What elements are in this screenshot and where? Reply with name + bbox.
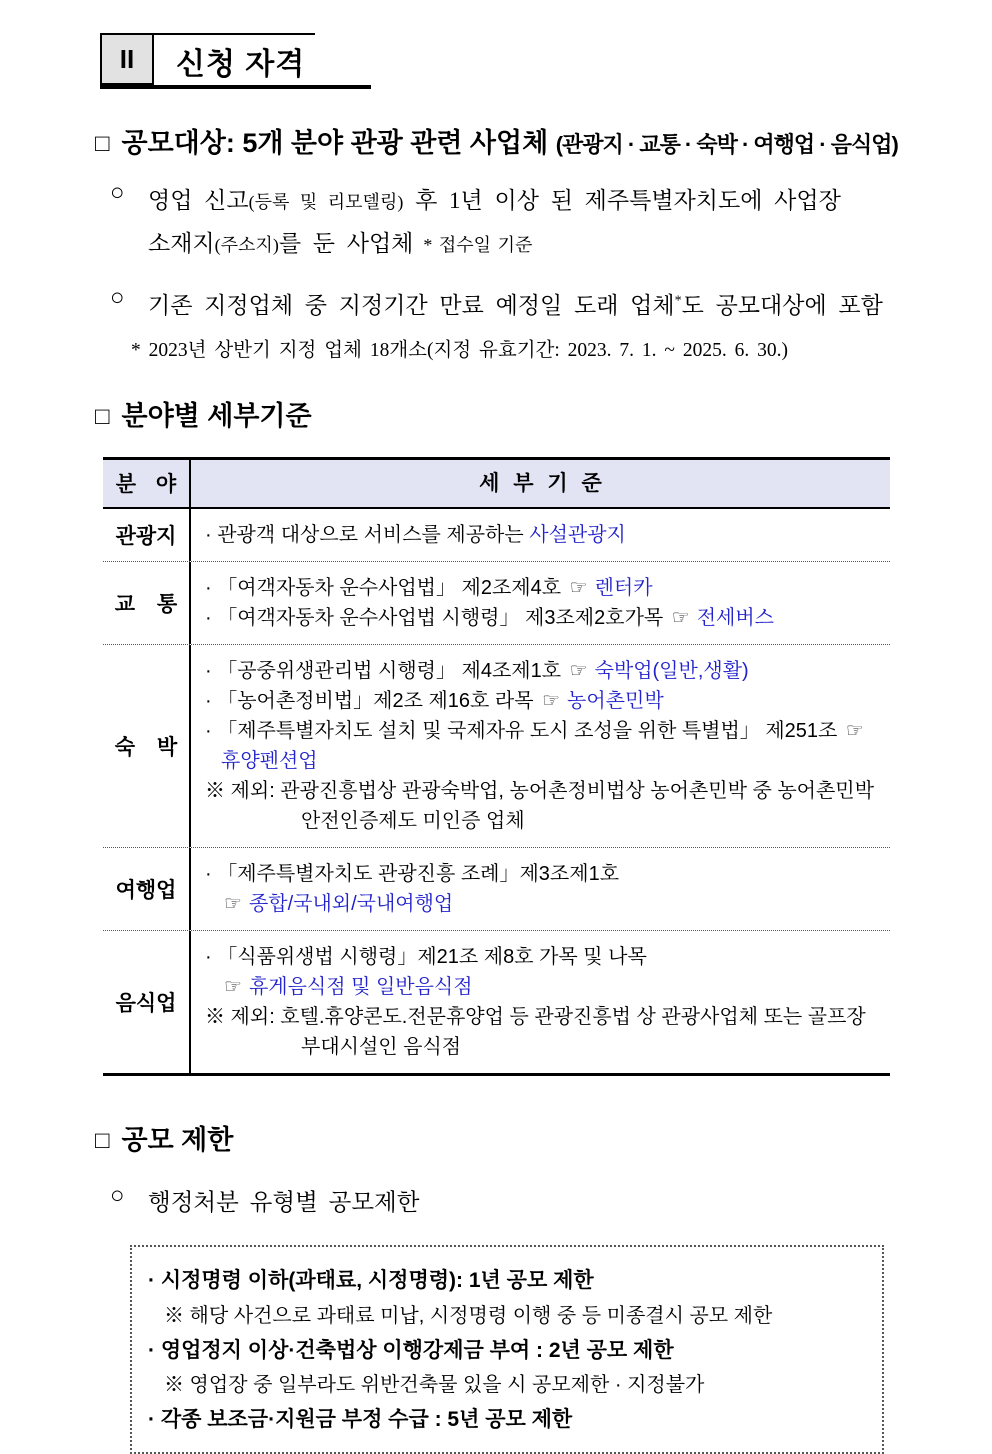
criterion-highlight: 숙박업(일반,생활) bbox=[594, 660, 749, 683]
criterion-highlight: 휴양펜션업 bbox=[221, 750, 318, 773]
table-row-lodging bbox=[103, 645, 890, 848]
bullet-existing-designation bbox=[110, 285, 992, 328]
criterion-line bbox=[205, 972, 882, 1002]
section-number: II bbox=[100, 33, 154, 85]
restriction-box bbox=[130, 1245, 884, 1454]
bullet1-line2 bbox=[148, 223, 992, 266]
criteria-table bbox=[103, 457, 890, 1077]
criterion-highlight: 농어촌민박 bbox=[567, 690, 664, 713]
square-bullet-icon: □ bbox=[95, 130, 110, 157]
criterion-highlight: 종합/국내외/국내여행업 bbox=[248, 893, 454, 916]
bullet2-asterisk: * bbox=[674, 293, 682, 309]
heading-restriction bbox=[95, 1118, 992, 1157]
criterion-text: · 「제주특별자치도 설치 및 국제자유 도시 조성을 위한 특별법」 제251조 bbox=[205, 720, 843, 743]
criterion-line bbox=[205, 716, 882, 746]
bullet-body bbox=[148, 180, 992, 265]
bullet-body bbox=[148, 285, 992, 328]
bullet1-line1-text: 영업 신고 bbox=[148, 188, 249, 213]
bullet2-text: 기존 지정업체 중 지정기간 만료 예정일 도래 업체 bbox=[148, 293, 675, 319]
criterion-line bbox=[205, 603, 882, 633]
table-row-transport bbox=[103, 562, 890, 645]
criterion-highlight: 사설관광지 bbox=[529, 524, 626, 547]
pointer-icon: ☞ bbox=[569, 577, 588, 600]
heading-criteria-text: 분야별 세부기준 bbox=[121, 400, 312, 431]
table-row-travel-agency bbox=[103, 848, 890, 931]
criterion-text: · 「공중위생관리법 시행령」 제4조제1호 bbox=[205, 660, 567, 683]
bullet-business-registration bbox=[110, 180, 992, 265]
field-label: 관광지 bbox=[103, 509, 191, 561]
column-header-field: 분 야 bbox=[103, 460, 191, 508]
circle-bullet-icon: ○ bbox=[110, 285, 125, 312]
criterion-line bbox=[205, 686, 882, 716]
criterion-line bbox=[205, 573, 882, 603]
pointer-icon: ☞ bbox=[671, 607, 690, 630]
table-row-restaurant bbox=[103, 931, 890, 1073]
square-bullet-icon: □ bbox=[95, 402, 110, 430]
field-label: 교 통 bbox=[103, 562, 191, 644]
criterion-line: · 「식품위생법 시행령」제21조 제8호 가목 및 나목 bbox=[205, 946, 647, 969]
restriction-note: ※ 영업장 중 일부라도 위반건축물 있을 시 공모제한 · 지정불가 bbox=[164, 1374, 705, 1397]
restriction-line: · 영업정지 이상·건축법상 이행강제금 부여 : 2년 공모 제한 bbox=[148, 1338, 674, 1362]
heading-target-categories: (관광지 · 교통 · 숙박 · 여행업 · 음식업) bbox=[555, 132, 898, 157]
heading-target bbox=[95, 121, 992, 160]
restriction-note: ※ 해당 사건으로 과태료 미납, 시정명령 이행 중 등 미종결시 공모 제한 bbox=[164, 1304, 773, 1327]
pointer-icon: ☞ bbox=[224, 976, 242, 999]
note-receipt-basis: * 접수일 기준 bbox=[423, 234, 533, 255]
pointer-icon: ☞ bbox=[569, 660, 588, 683]
bullet2-line bbox=[148, 285, 992, 328]
circle-bullet-icon: ○ bbox=[110, 180, 125, 206]
field-label: 여행업 bbox=[103, 848, 191, 930]
criterion-highlight: 휴게음식점 및 일반음식점 bbox=[248, 976, 473, 999]
criterion-line bbox=[205, 889, 882, 919]
pointer-icon: ☞ bbox=[542, 690, 561, 713]
criterion-highlight: 전세버스 bbox=[696, 607, 774, 630]
square-bullet-icon: □ bbox=[95, 1127, 110, 1155]
bullet1-line1 bbox=[148, 180, 992, 223]
bullet-restriction-types-text: 행정처분 유형별 공모제한 bbox=[148, 1190, 420, 1217]
bullet1-line2-text: 소재지 bbox=[148, 230, 215, 256]
section-badge bbox=[100, 33, 371, 89]
section-title: 신청 자격 bbox=[154, 33, 315, 85]
criteria-cell bbox=[191, 509, 890, 561]
exclusion-note: ※ 제외: 호텔.휴양콘도.전문휴양업 등 관광진흥법 상 관광사업체 또는 골프장 bbox=[205, 1006, 866, 1029]
criterion-line bbox=[205, 656, 882, 686]
criteria-cell bbox=[191, 848, 890, 930]
note-designation-2023: * 2023년 상반기 지정 업체 18개소(지정 유효기간: 2023. 7. 1. ~ 2025. 6. 30.) bbox=[131, 339, 788, 361]
pointer-icon: ☞ bbox=[845, 720, 864, 743]
pointer-icon: ☞ bbox=[224, 893, 242, 916]
criteria-cell bbox=[191, 931, 890, 1073]
criteria-cell bbox=[191, 562, 890, 644]
criterion-text: · 관광객 대상으로 서비스를 제공하는 bbox=[205, 524, 530, 547]
restriction-line: · 시정명령 이하(과태료, 시정명령): 1년 공모 제한 bbox=[148, 1269, 594, 1293]
criterion-line bbox=[205, 746, 882, 776]
heading-restriction-text: 공모 제한 bbox=[121, 1125, 234, 1156]
criterion-text: · 「여객자동차 운수사업법 시행령」 제3조제2호가목 bbox=[205, 607, 669, 630]
heading-criteria bbox=[95, 394, 992, 433]
criterion-line bbox=[205, 520, 882, 550]
criterion-text: · 「농어촌정비법」제2조 제16호 라목 bbox=[205, 690, 540, 713]
bullet2-rest: 도 공모대상에 포함 bbox=[681, 293, 883, 319]
criterion-line: · 「제주특별자치도 관광진흥 조례」제3조제1호 bbox=[205, 863, 620, 886]
criterion-highlight: 렌터카 bbox=[594, 577, 653, 600]
table-row-tourist-site bbox=[103, 509, 890, 562]
criteria-cell bbox=[191, 645, 890, 847]
column-header-detail: 세 부 기 준 bbox=[479, 471, 602, 495]
exclusion-note-continued: 부대시설인 음식점 bbox=[301, 1036, 462, 1059]
restriction-line: · 각종 보조금·지원금 부정 수급 : 5년 공모 제한 bbox=[148, 1408, 573, 1432]
bullet1-line2-rest: 를 둔 사업체 bbox=[278, 230, 414, 256]
exclusion-note-continued: 안전인증제도 미인증 업체 bbox=[301, 810, 525, 833]
heading-target-text: 공모대상: 5개 분야 관광 관련 사업체 bbox=[121, 128, 549, 158]
bullet1-line1-paren: (등록 및 리모델링) bbox=[248, 192, 404, 212]
criterion-text: · 「여객자동차 운수사업법」 제2조제4호 bbox=[205, 577, 567, 600]
circle-bullet-icon: ○ bbox=[110, 1183, 125, 1210]
bullet1-line2-paren: (주소지) bbox=[214, 234, 279, 255]
exclusion-note: ※ 제외: 관광진흥법상 관광숙박업, 농어촌정비법상 농어촌민박 중 농어촌민박 bbox=[205, 780, 874, 803]
field-label: 음식업 bbox=[103, 931, 191, 1073]
bullet1-line1-rest: 후 1년 이상 된 제주특별자치도에 사업장 bbox=[403, 188, 841, 213]
table-header-row bbox=[103, 460, 890, 510]
bullet-restriction-types bbox=[110, 1183, 992, 1217]
field-label: 숙 박 bbox=[103, 645, 191, 847]
